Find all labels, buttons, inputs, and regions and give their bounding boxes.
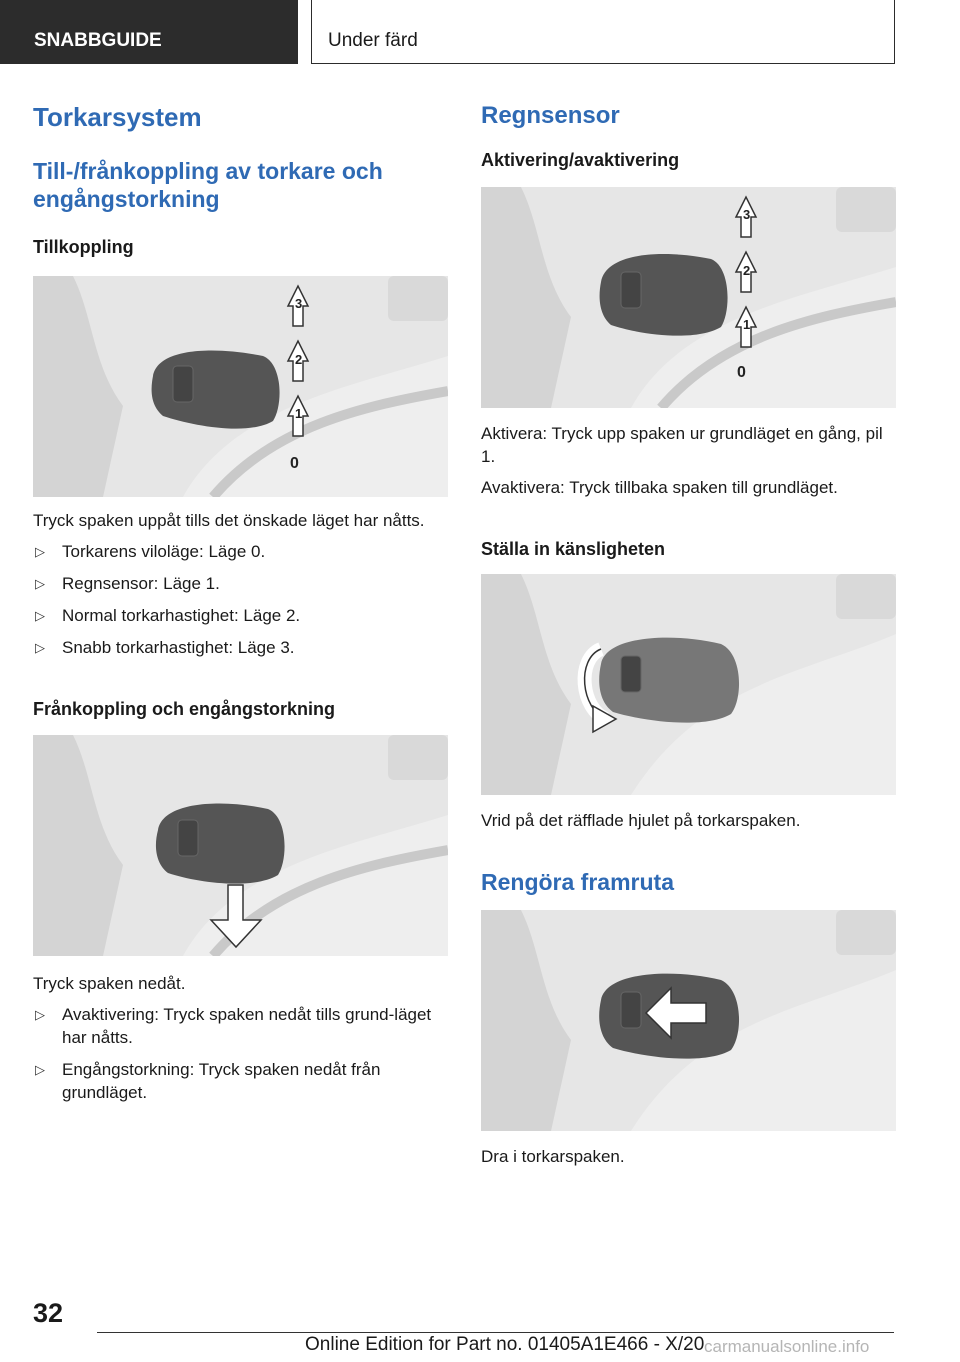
triangle-right-icon: ▷ (35, 544, 45, 559)
label-pos0: 0 (290, 455, 299, 472)
section-title-clean-windshield: Rengöra framruta (481, 869, 674, 895)
off-description: Tryck spaken nedåt. (33, 974, 186, 993)
label-pos0: 0 (737, 364, 746, 381)
list-item: ▷ Avaktivering: Tryck spaken nedåt tills grund‐läget har nåtts. (35, 1005, 432, 1047)
label-pos3: 3 (295, 296, 303, 311)
triangle-right-icon: ▷ (35, 640, 45, 655)
watermark: carmanualsonline.info (704, 1337, 870, 1356)
figure-rain-sensor (481, 187, 896, 408)
list-item: ▷ Torkarens viloläge: Läge 0. (35, 542, 266, 561)
list-item: ▷ Normal torkarhastighet: Läge 2. (35, 606, 301, 625)
label-pos2: 2 (743, 263, 751, 278)
heading-activation: Aktivering/avaktivering (481, 150, 680, 170)
header-chapter: Under färd (311, 0, 895, 64)
label-pos3: 3 (743, 207, 751, 222)
label-pos1: 1 (743, 317, 751, 332)
triangle-right-icon: ▷ (35, 576, 45, 591)
activate-text: Aktivera: Tryck upp spaken ur grundläget en gång, pil 1. (481, 424, 883, 466)
header-section: SNABBGUIDE (0, 0, 298, 64)
label-pos2: 2 (295, 352, 303, 367)
on-list (33, 540, 448, 659)
footer-divider (97, 1332, 894, 1333)
deactivate-text: Avaktivera: Tryck tillbaka spaken till grundläget. (481, 478, 838, 497)
triangle-right-icon: ▷ (35, 608, 45, 623)
figure-sensitivity-wheel (481, 574, 896, 795)
list-item: ▷ Engångstorkning: Tryck spaken nedåt från grundläget. (35, 1060, 381, 1102)
heading-sensitivity: Ställa in känsligheten (481, 539, 666, 559)
off-list (33, 1003, 448, 1104)
list-item: ▷ Snabb torkarhastighet: Läge 3. (35, 638, 295, 657)
triangle-right-icon: ▷ (35, 1007, 45, 1022)
on-description: Tryck spaken uppåt tills det önskade läget har nåtts. (33, 511, 425, 530)
list-item: ▷ Regnsensor: Läge 1. (35, 574, 220, 593)
figure-pull-lever (481, 910, 896, 1131)
heading-off: Frånkoppling och engångstorkning (33, 699, 336, 719)
page-number: 32 (33, 1298, 64, 1328)
footer-edition: Online Edition for Part no. 01405A1E466 - X/20 (305, 1334, 705, 1355)
pull-lever-text: Dra i torkarspaken. (481, 1147, 625, 1166)
right-column (481, 96, 896, 1168)
heading-on: Tillkoppling (33, 237, 134, 257)
figure-lever-up (33, 276, 448, 497)
triangle-right-icon: ▷ (35, 1062, 45, 1077)
sensitivity-text: Vrid på det räfflade hjulet på torkarspaken. (481, 811, 801, 830)
section-title-rain-sensor: Regnsensor (481, 102, 620, 129)
section-title-wipers: Till-/frånkoppling av torkare och engångstorkning (33, 158, 383, 212)
figure-lever-down (33, 735, 448, 956)
left-column (33, 96, 448, 1104)
page-title: Torkarsystem (33, 102, 202, 132)
label-pos1: 1 (295, 406, 303, 421)
